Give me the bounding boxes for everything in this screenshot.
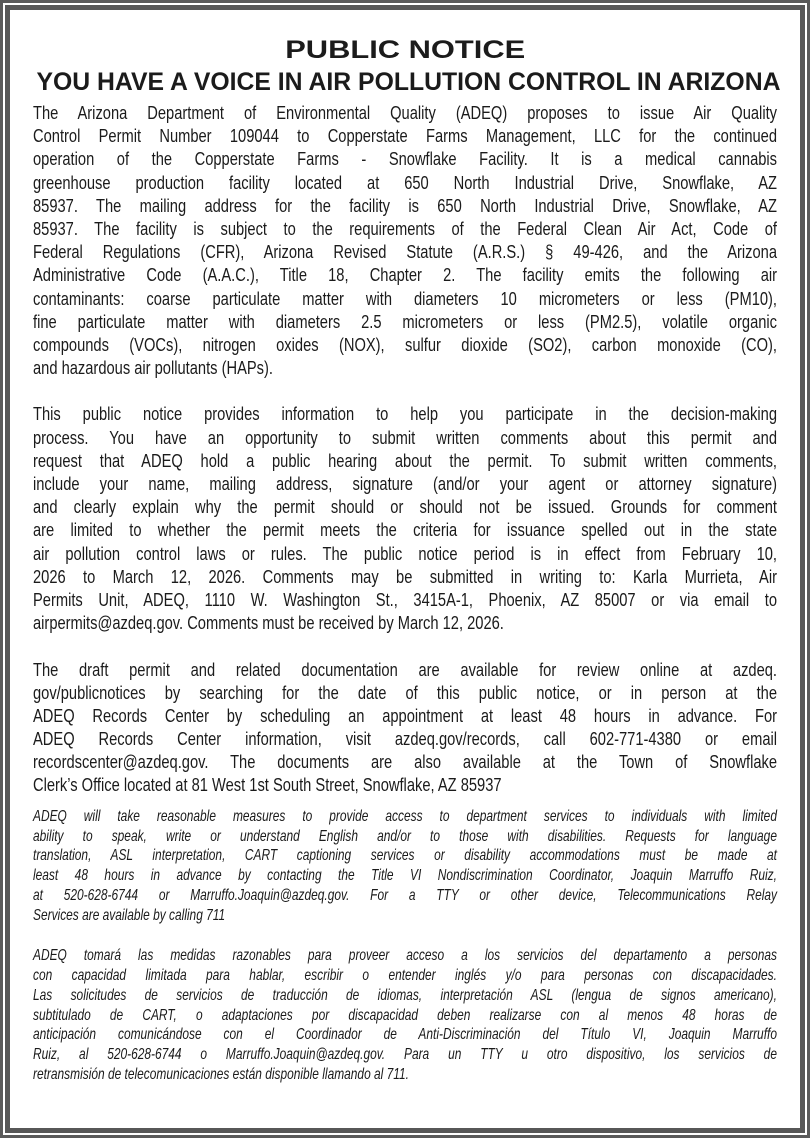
text-line xyxy=(33,1045,777,1065)
text-line xyxy=(33,566,777,589)
text-line xyxy=(33,774,777,797)
text-line xyxy=(33,241,777,264)
text-line-content: airpermits@azdeq.gov. Comments must be received by March 12, 2026. xyxy=(33,613,504,634)
text-line-content: fine particulate matter with diameters 2.5 micrometers or less (PM2.5), volatile organic xyxy=(33,311,778,332)
paragraph-spacer xyxy=(33,635,777,658)
text-line-content: 85937. The mailing address for the facility is 650 North Industrial Drive, Snowflake, AZ xyxy=(33,195,778,216)
text-line-content: ADEQ Records Center information, visit azdeq.gov/records, call 602-771-4380 or email xyxy=(33,729,778,750)
text-line-content: are limited to whether the permit meets the criteria for issuance spelled out in the state xyxy=(33,520,778,541)
text-line-content: ADEQ tomará las medidas razonables para proveer acceso a los servicios del departamento a personas xyxy=(33,946,777,964)
text-line-content: and hazardous air pollutants (HAPs). xyxy=(33,358,273,379)
text-line-content: subtitulado de CART, o adaptaciones por discapacidad deben realizarse con al menos 48 horas de xyxy=(33,1006,777,1024)
notice-body xyxy=(33,102,777,1085)
notice-subheading: YOU HAVE A VOICE IN AIR POLLUTION CONTROL IN ARIZONA xyxy=(36,68,781,96)
text-line xyxy=(33,682,777,705)
public-notice xyxy=(33,33,781,1085)
notice-heading: PUBLIC NOTICE xyxy=(284,36,525,64)
text-line xyxy=(33,288,777,311)
text-line xyxy=(33,519,777,542)
text-line xyxy=(33,966,777,986)
text-line-content: operation of the Copperstate Farms - Snowflake Facility. It is a medical cannabis xyxy=(33,149,778,170)
text-line xyxy=(33,1025,777,1045)
text-line xyxy=(33,1006,777,1026)
text-line-content: include your name, mailing address, signature (and/or your agent or attorney signature) xyxy=(33,474,778,494)
text-line xyxy=(33,705,777,728)
accessibility-notice-spanish xyxy=(33,946,777,1085)
text-line-content: ADEQ will take reasonable measures to provide access to department services to individuals with limited xyxy=(33,807,777,825)
text-line-content: con capacidad limitada para hablar, escribir o entender inglés y/o para personas con discapacidades. xyxy=(33,966,777,984)
text-line xyxy=(33,886,777,906)
text-line xyxy=(33,473,777,496)
text-line-content: gov/publicnotices by searching for the date of this public notice, or in person at the xyxy=(33,682,778,703)
text-line xyxy=(33,148,777,171)
accessibility-notice-english xyxy=(33,807,777,926)
text-line-content: Administrative Code (A.A.C.), Title 18, Chapter 2. The facility emits the following air xyxy=(33,265,778,286)
text-line-content: process. You have an opportunity to submit written comments about this permit and xyxy=(33,427,778,448)
text-line-content: Clerk’s Office located at 81 West 1st South Street, Snowflake, AZ 85937 xyxy=(33,775,502,796)
text-line xyxy=(33,807,777,827)
text-line xyxy=(33,728,777,751)
text-line xyxy=(33,906,777,926)
text-line-content: This public notice provides information to help you participate in the decision-making xyxy=(33,404,778,425)
text-line xyxy=(33,334,777,357)
document-availability-paragraph xyxy=(33,659,777,798)
text-line-content: air pollution control laws or rules. The public notice period is in effect from February 10, xyxy=(33,543,778,564)
text-line xyxy=(33,357,777,380)
text-line xyxy=(33,125,777,148)
text-line xyxy=(33,751,777,774)
text-line-content: Ruiz, al 520-628-6744 o Marruffo.Joaquin@azdeq.gov. Para un TTY u otro dispositivo, los servicios de xyxy=(33,1046,777,1064)
text-line-content: retransmisión de telecomunicaciones están disponible llamando al 711. xyxy=(33,1066,409,1084)
text-line xyxy=(33,264,777,287)
text-line-content: Permits Unit, ADEQ, 1110 W. Washington St., 3415A-1, Phoenix, AZ 85007 or via email to xyxy=(33,589,778,610)
text-line xyxy=(33,427,777,450)
text-line-content: contaminants: coarse particulate matter with diameters 10 micrometers or less (PM10), xyxy=(33,288,778,309)
text-line-content: Federal Regulations (CFR), Arizona Revised Statute (A.R.S.) § 49-426, and the Arizona xyxy=(33,242,778,263)
text-line xyxy=(33,986,777,1006)
text-line xyxy=(33,589,777,612)
text-line xyxy=(33,827,777,847)
text-line-content: Services are available by calling 711 xyxy=(33,907,226,925)
text-line-content: The Arizona Department of Environmental Quality (ADEQ) proposes to issue Air Quality xyxy=(33,103,778,123)
text-line xyxy=(33,846,777,866)
permit-description-paragraph xyxy=(33,102,777,380)
text-line xyxy=(33,403,777,426)
text-line xyxy=(33,612,777,635)
text-line xyxy=(33,172,777,195)
text-line xyxy=(33,218,777,241)
text-line-content: anticipación comunicándose con el Coordinador de Anti-Discriminación del Título VI, Joaquin Marruffo xyxy=(33,1026,777,1044)
text-line xyxy=(33,659,777,682)
text-line-content: recordscenter@azdeq.gov. The documents are also available at the Town of Snowflake xyxy=(33,752,778,773)
text-line xyxy=(33,102,777,125)
notice-title xyxy=(33,34,781,102)
paragraph-spacer xyxy=(33,798,777,807)
text-line xyxy=(33,543,777,566)
notice-title-line-1 xyxy=(33,34,777,66)
text-line xyxy=(33,195,777,218)
text-line-content: and clearly explain why the permit should or should not be issued. Grounds for comment xyxy=(33,497,778,518)
text-line-content: ability to speak, write or understand English and/or to those with disabilities. Requests for language xyxy=(33,827,777,845)
text-line xyxy=(33,946,777,966)
paragraph-spacer xyxy=(33,380,777,403)
paragraph-spacer xyxy=(33,926,777,946)
text-line-content: translation, ASL interpretation, CART captioning services or disability accommodations must be made at xyxy=(33,847,777,865)
notice-title-line-2 xyxy=(33,66,781,98)
text-line-content: ADEQ Records Center by scheduling an appointment at least 48 hours in advance. For xyxy=(33,705,778,726)
text-line xyxy=(33,311,777,334)
text-line xyxy=(33,866,777,886)
text-line-content: The draft permit and related documentation are available for review online at azdeq. xyxy=(33,659,778,680)
text-line-content: compounds (VOCs), nitrogen oxides (NOX), sulfur dioxide (SO2), carbon monoxide (CO), xyxy=(33,334,778,355)
text-line-content: greenhouse production facility located at 650 North Industrial Drive, Snowflake, AZ xyxy=(33,172,778,193)
text-line-content: Control Permit Number 109044 to Copperstate Farms Management, LLC for the continued xyxy=(33,126,778,147)
text-line-content: request that ADEQ hold a public hearing about the permit. To submit written comments, xyxy=(33,450,778,471)
text-line xyxy=(33,1065,777,1085)
text-line-content: at 520-628-6744 or Marruffo.Joaquin@azdeq.gov. For a TTY or other device, Telecommunications Relay xyxy=(33,887,777,905)
text-line-content: Las solicitudes de servicios de traducción de idiomas, interpretación ASL (lengua de signos americano), xyxy=(33,986,777,1004)
public-comment-paragraph xyxy=(33,403,777,635)
text-line xyxy=(33,450,777,473)
text-line-content: 2026 to March 12, 2026. Comments may be submitted in writing to: Karla Murrieta, Air xyxy=(33,566,778,587)
text-line-content: least 48 hours in advance by contacting the Title VI Nondiscrimination Coordinator, Joaquin Marruffo Ruiz, xyxy=(33,867,777,885)
text-line-content: 85937. The facility is subject to the requirements of the Federal Clean Air Act, Code of xyxy=(33,218,778,239)
text-line xyxy=(33,496,777,519)
